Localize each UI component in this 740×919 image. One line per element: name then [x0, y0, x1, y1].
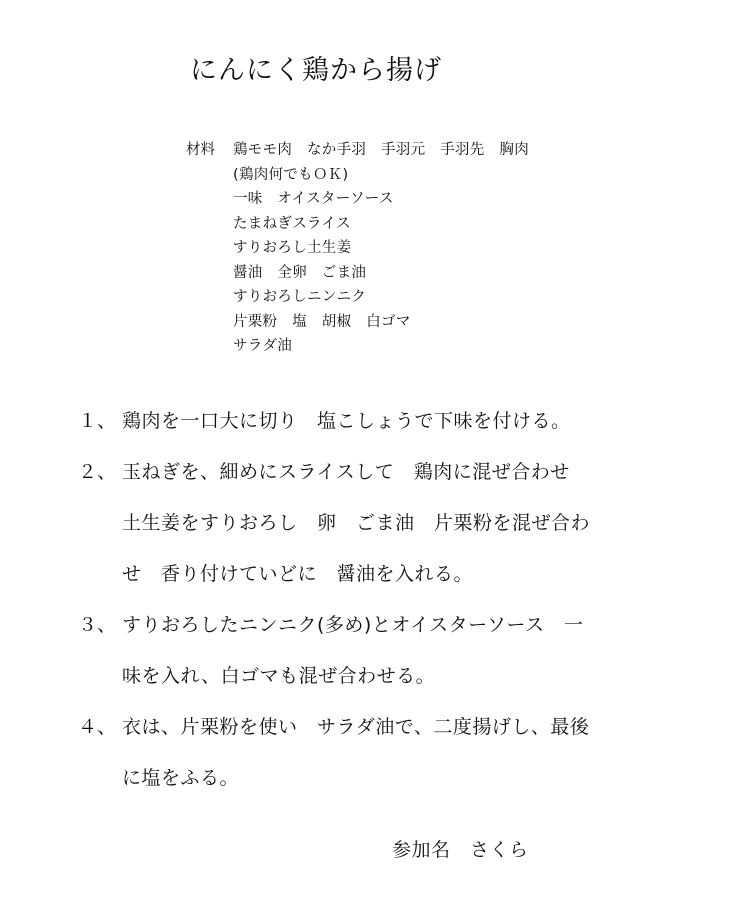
ingredient-text: 鶏モモ肉 なか手羽 手羽元 手羽先 胸肉 — [233, 142, 529, 158]
ingredient-text: 片栗粉 塩 胡椒 白ゴマ — [233, 313, 411, 330]
ingredient-text: すりおろし土生姜 — [233, 240, 352, 256]
step-text: に塩をふる。 — [122, 767, 240, 789]
ingredient-text: すりおろしニンニク — [233, 289, 367, 305]
ingredient-text: (鶏肉何でもＯＫ) — [233, 166, 349, 183]
step-text: 衣は、片栗粉を使い サラダ油で、二度揚げし、最後 — [122, 716, 590, 738]
step-number: ４、 — [78, 716, 117, 738]
step-text: 玉ねぎを、細めにスライスして 鶏肉に混ぜ合わせ — [122, 461, 570, 483]
step-number: １、 — [78, 410, 117, 432]
ingredient-text: サラダ油 — [233, 338, 293, 354]
step-text: すりおろしたニンニク(多め)とオイスターソース 一 — [122, 614, 584, 636]
ingredient-text: 一味 オイスターソース — [233, 191, 394, 207]
ingredients-label: 材料 — [186, 142, 215, 158]
step-number: ２、 — [78, 461, 117, 483]
ingredient-text: たまねぎスライス — [233, 215, 351, 232]
participant-signature: 参加名 さくら — [392, 839, 529, 861]
step-text: 土生姜をすりおろし 卵 ごま油 片栗粉を混ぜ合わ — [122, 512, 591, 534]
step-text: 味を入れ、白ゴマも混ぜ合わせる。 — [122, 665, 436, 687]
step-text: せ 香り付けていどに 醤油を入れる。 — [122, 563, 474, 585]
step-number: ３、 — [78, 614, 117, 636]
recipe-title: にんにく鶏から揚げ — [190, 55, 442, 86]
step-text: 鶏肉を一口大に切り 塩こしょうで下味を付ける。 — [122, 410, 571, 432]
ingredient-text: 醤油 全卵 ごま油 — [233, 264, 367, 281]
